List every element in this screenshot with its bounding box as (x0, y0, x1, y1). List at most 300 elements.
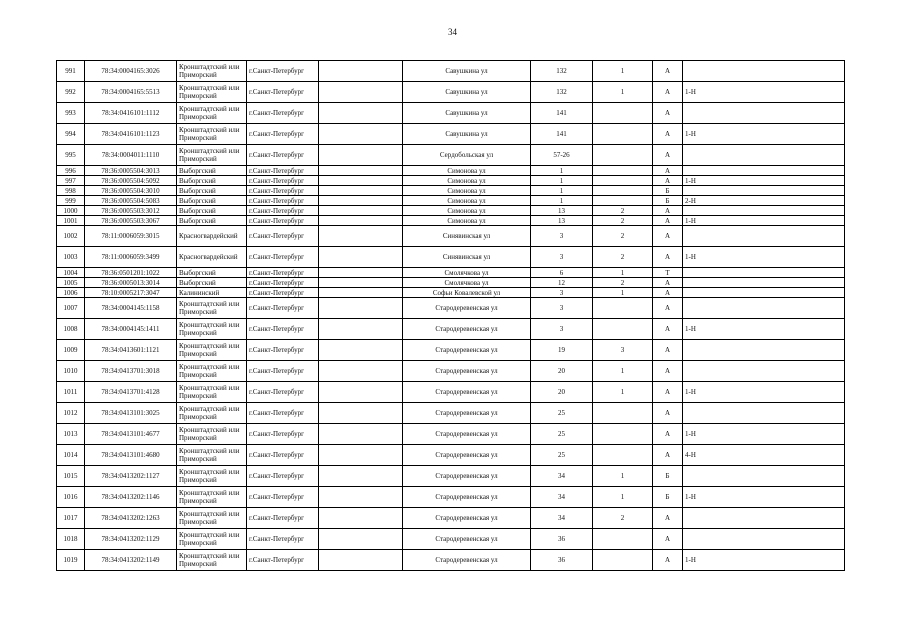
building-number: 1 (593, 382, 653, 403)
building-number: 1 (593, 82, 653, 103)
cadastral-number: 78:36:0005504:5092 (85, 176, 177, 186)
building-number: 1 (593, 361, 653, 382)
district-name: Выборгский (177, 196, 247, 206)
room-number (683, 529, 845, 550)
street-name: Стародеревенская ул (403, 382, 531, 403)
row-number: 1004 (57, 268, 85, 278)
cadastral-number: 78:34:0413202:1263 (85, 508, 177, 529)
cadastral-number: 78:34:0004165:3026 (85, 61, 177, 82)
street-name: Симонова ул (403, 196, 531, 206)
letter-value: А (653, 529, 683, 550)
row-number: 1006 (57, 288, 85, 298)
table-row (57, 278, 845, 288)
row-number: 1005 (57, 278, 85, 288)
cadastral-number: 78:10:0005217:3047 (85, 288, 177, 298)
city-name: г.Санкт-Петербург (247, 508, 319, 529)
street-name: Смолячкова ул (403, 268, 531, 278)
street-name: Савушкина ул (403, 103, 531, 124)
street-name: Стародеревенская ул (403, 403, 531, 424)
street-name: Софьи Ковалевской ул (403, 288, 531, 298)
letter-value: А (653, 340, 683, 361)
empty-cell (319, 487, 403, 508)
room-number (683, 466, 845, 487)
letter-value: А (653, 82, 683, 103)
street-name: Стародеревенская ул (403, 340, 531, 361)
district-name: Выборгский (177, 278, 247, 288)
house-number: 25 (531, 424, 593, 445)
building-number (593, 124, 653, 145)
building-number: 2 (593, 508, 653, 529)
cadastral-number: 78:34:0413101:4680 (85, 445, 177, 466)
property-registry-table (56, 60, 845, 571)
row-number: 1001 (57, 216, 85, 226)
city-name: г.Санкт-Петербург (247, 145, 319, 166)
row-number: 996 (57, 166, 85, 176)
cadastral-number: 78:34:0416101:1112 (85, 103, 177, 124)
table-row (57, 508, 845, 529)
district-name: Кронштадтский или Приморский (177, 550, 247, 571)
row-number: 994 (57, 124, 85, 145)
room-number: 1-Н (683, 487, 845, 508)
room-number (683, 278, 845, 288)
letter-value: А (653, 508, 683, 529)
house-number: 1 (531, 196, 593, 206)
district-name: Кронштадтский или Приморский (177, 61, 247, 82)
city-name: г.Санкт-Петербург (247, 206, 319, 216)
district-name: Выборгский (177, 176, 247, 186)
cadastral-number: 78:34:0416101:1123 (85, 124, 177, 145)
empty-cell (319, 186, 403, 196)
cadastral-number: 78:34:0413601:1121 (85, 340, 177, 361)
row-number: 991 (57, 61, 85, 82)
city-name: г.Санкт-Петербург (247, 550, 319, 571)
table-row (57, 487, 845, 508)
table-row (57, 382, 845, 403)
letter-value: А (653, 288, 683, 298)
building-number (593, 445, 653, 466)
table-row (57, 206, 845, 216)
letter-value: А (653, 424, 683, 445)
city-name: г.Санкт-Петербург (247, 278, 319, 288)
building-number: 2 (593, 206, 653, 216)
district-name: Кронштадтский или Приморский (177, 382, 247, 403)
city-name: г.Санкт-Петербург (247, 61, 319, 82)
district-name: Кронштадтский или Приморский (177, 145, 247, 166)
building-number (593, 529, 653, 550)
city-name: г.Санкт-Петербург (247, 445, 319, 466)
empty-cell (319, 166, 403, 176)
row-number: 999 (57, 196, 85, 206)
city-name: г.Санкт-Петербург (247, 487, 319, 508)
letter-value: А (653, 278, 683, 288)
table-row (57, 61, 845, 82)
building-number: 1 (593, 268, 653, 278)
letter-value: А (653, 216, 683, 226)
letter-value: А (653, 298, 683, 319)
empty-cell (319, 268, 403, 278)
street-name: Стародеревенская ул (403, 298, 531, 319)
table-row (57, 340, 845, 361)
building-number (593, 145, 653, 166)
letter-value: Б (653, 487, 683, 508)
street-name: Сердобольская ул (403, 145, 531, 166)
building-number: 2 (593, 216, 653, 226)
street-name: Стародеревенская ул (403, 508, 531, 529)
row-number: 1008 (57, 319, 85, 340)
cadastral-number: 78:11:0006059:3499 (85, 247, 177, 268)
room-number (683, 226, 845, 247)
district-name: Кронштадтский или Приморский (177, 508, 247, 529)
letter-value: Т (653, 268, 683, 278)
house-number: 3 (531, 226, 593, 247)
room-number: 1-Н (683, 176, 845, 186)
empty-cell (319, 382, 403, 403)
table-row (57, 361, 845, 382)
cadastral-number: 78:34:0413202:1146 (85, 487, 177, 508)
city-name: г.Санкт-Петербург (247, 403, 319, 424)
city-name: г.Санкт-Петербург (247, 298, 319, 319)
city-name: г.Санкт-Петербург (247, 103, 319, 124)
empty-cell (319, 216, 403, 226)
room-number: 1-Н (683, 247, 845, 268)
letter-value: А (653, 61, 683, 82)
street-name: Савушкина ул (403, 61, 531, 82)
letter-value: А (653, 124, 683, 145)
empty-cell (319, 61, 403, 82)
room-number (683, 403, 845, 424)
house-number: 25 (531, 445, 593, 466)
district-name: Кронштадтский или Приморский (177, 445, 247, 466)
cadastral-number: 78:36:0005504:3010 (85, 186, 177, 196)
room-number (683, 61, 845, 82)
table-row (57, 298, 845, 319)
district-name: Красногвардейский (177, 247, 247, 268)
building-number: 2 (593, 247, 653, 268)
street-name: Синявинская ул (403, 226, 531, 247)
empty-cell (319, 466, 403, 487)
building-number: 3 (593, 340, 653, 361)
city-name: г.Санкт-Петербург (247, 424, 319, 445)
row-number: 995 (57, 145, 85, 166)
letter-value: А (653, 145, 683, 166)
row-number: 993 (57, 103, 85, 124)
district-name: Кронштадтский или Приморский (177, 319, 247, 340)
cadastral-number: 78:34:0004145:1411 (85, 319, 177, 340)
house-number: 141 (531, 124, 593, 145)
letter-value: А (653, 103, 683, 124)
street-name: Синявинская ул (403, 247, 531, 268)
city-name: г.Санкт-Петербург (247, 361, 319, 382)
house-number: 36 (531, 529, 593, 550)
cadastral-number: 78:34:0413701:4128 (85, 382, 177, 403)
table-row (57, 445, 845, 466)
table-row (57, 196, 845, 206)
house-number: 132 (531, 61, 593, 82)
city-name: г.Санкт-Петербург (247, 247, 319, 268)
city-name: г.Санкт-Петербург (247, 82, 319, 103)
page-number: 34 (448, 27, 457, 37)
house-number: 34 (531, 487, 593, 508)
table-row (57, 288, 845, 298)
room-number: 4-Н (683, 445, 845, 466)
house-number: 12 (531, 278, 593, 288)
district-name: Кронштадтский или Приморский (177, 529, 247, 550)
empty-cell (319, 445, 403, 466)
table-row (57, 186, 845, 196)
city-name: г.Санкт-Петербург (247, 382, 319, 403)
row-number: 992 (57, 82, 85, 103)
street-name: Смолячкова ул (403, 278, 531, 288)
letter-value: А (653, 226, 683, 247)
cadastral-number: 78:11:0006059:3015 (85, 226, 177, 247)
street-name: Симонова ул (403, 206, 531, 216)
empty-cell (319, 124, 403, 145)
city-name: г.Санкт-Петербург (247, 176, 319, 186)
letter-value: Б (653, 196, 683, 206)
room-number (683, 298, 845, 319)
empty-cell (319, 278, 403, 288)
district-name: Кронштадтский или Приморский (177, 361, 247, 382)
empty-cell (319, 206, 403, 216)
cadastral-number: 78:36:0005503:3067 (85, 216, 177, 226)
district-name: Кронштадтский или Приморский (177, 466, 247, 487)
building-number: 1 (593, 487, 653, 508)
row-number: 1000 (57, 206, 85, 216)
row-number: 998 (57, 186, 85, 196)
room-number: 1-Н (683, 124, 845, 145)
building-number: 1 (593, 61, 653, 82)
table-row (57, 529, 845, 550)
city-name: г.Санкт-Петербург (247, 196, 319, 206)
empty-cell (319, 226, 403, 247)
table-row (57, 145, 845, 166)
empty-cell (319, 361, 403, 382)
letter-value: А (653, 247, 683, 268)
letter-value: А (653, 361, 683, 382)
building-number (593, 298, 653, 319)
cadastral-number: 78:36:0501201:1022 (85, 268, 177, 278)
empty-cell (319, 196, 403, 206)
cadastral-number: 78:34:0413202:1129 (85, 529, 177, 550)
house-number: 6 (531, 268, 593, 278)
empty-cell (319, 145, 403, 166)
street-name: Стародеревенская ул (403, 361, 531, 382)
empty-cell (319, 319, 403, 340)
street-name: Стародеревенская ул (403, 445, 531, 466)
room-number: 1-Н (683, 319, 845, 340)
room-number (683, 186, 845, 196)
house-number: 1 (531, 166, 593, 176)
letter-value: А (653, 550, 683, 571)
cadastral-number: 78:34:0004165:5513 (85, 82, 177, 103)
city-name: г.Санкт-Петербург (247, 186, 319, 196)
city-name: г.Санкт-Петербург (247, 268, 319, 278)
cadastral-number: 78:34:0413202:1127 (85, 466, 177, 487)
empty-cell (319, 340, 403, 361)
district-name: Выборгский (177, 206, 247, 216)
city-name: г.Санкт-Петербург (247, 466, 319, 487)
building-number (593, 403, 653, 424)
letter-value: Б (653, 186, 683, 196)
building-number: 1 (593, 466, 653, 487)
building-number (593, 103, 653, 124)
cadastral-number: 78:34:0413701:3018 (85, 361, 177, 382)
letter-value: А (653, 319, 683, 340)
letter-value: А (653, 382, 683, 403)
table-row (57, 82, 845, 103)
house-number: 3 (531, 288, 593, 298)
district-name: Кронштадтский или Приморский (177, 82, 247, 103)
table-row (57, 466, 845, 487)
city-name: г.Санкт-Петербург (247, 226, 319, 247)
row-number: 997 (57, 176, 85, 186)
building-number (593, 186, 653, 196)
house-number: 20 (531, 382, 593, 403)
street-name: Стародеревенская ул (403, 487, 531, 508)
house-number: 1 (531, 176, 593, 186)
registry-body (57, 61, 845, 571)
row-number: 1017 (57, 508, 85, 529)
district-name: Кронштадтский или Приморский (177, 403, 247, 424)
empty-cell (319, 529, 403, 550)
room-number: 1-Н (683, 550, 845, 571)
street-name: Симонова ул (403, 176, 531, 186)
row-number: 1009 (57, 340, 85, 361)
row-number: 1018 (57, 529, 85, 550)
building-number (593, 319, 653, 340)
city-name: г.Санкт-Петербург (247, 288, 319, 298)
room-number (683, 268, 845, 278)
house-number: 13 (531, 216, 593, 226)
cadastral-number: 78:34:0004145:1158 (85, 298, 177, 319)
letter-value: А (653, 176, 683, 186)
district-name: Кронштадтский или Приморский (177, 103, 247, 124)
district-name: Выборгский (177, 186, 247, 196)
building-number: 2 (593, 226, 653, 247)
empty-cell (319, 298, 403, 319)
room-number: 1-Н (683, 382, 845, 403)
room-number (683, 361, 845, 382)
house-number: 3 (531, 247, 593, 268)
street-name: Стародеревенская ул (403, 550, 531, 571)
city-name: г.Санкт-Петербург (247, 166, 319, 176)
row-number: 1011 (57, 382, 85, 403)
street-name: Симонова ул (403, 186, 531, 196)
room-number (683, 206, 845, 216)
house-number: 34 (531, 508, 593, 529)
table-row (57, 103, 845, 124)
district-name: Выборгский (177, 268, 247, 278)
room-number: 2-Н (683, 196, 845, 206)
cadastral-number: 78:36:0005013:3014 (85, 278, 177, 288)
table-row (57, 247, 845, 268)
empty-cell (319, 550, 403, 571)
street-name: Стародеревенская ул (403, 466, 531, 487)
district-name: Выборгский (177, 166, 247, 176)
district-name: Кронштадтский или Приморский (177, 424, 247, 445)
letter-value: А (653, 166, 683, 176)
letter-value: А (653, 445, 683, 466)
table-row (57, 226, 845, 247)
district-name: Кронштадтский или Приморский (177, 340, 247, 361)
house-number: 132 (531, 82, 593, 103)
building-number (593, 166, 653, 176)
building-number: 2 (593, 278, 653, 288)
table-row (57, 550, 845, 571)
room-number (683, 508, 845, 529)
row-number: 1016 (57, 487, 85, 508)
empty-cell (319, 103, 403, 124)
letter-value: Б (653, 466, 683, 487)
row-number: 1003 (57, 247, 85, 268)
house-number: 36 (531, 550, 593, 571)
house-number: 25 (531, 403, 593, 424)
row-number: 1014 (57, 445, 85, 466)
row-number: 1013 (57, 424, 85, 445)
city-name: г.Санкт-Петербург (247, 319, 319, 340)
street-name: Стародеревенская ул (403, 529, 531, 550)
room-number (683, 288, 845, 298)
table-row (57, 124, 845, 145)
district-name: Выборгский (177, 216, 247, 226)
district-name: Кронштадтский или Приморский (177, 298, 247, 319)
row-number: 1010 (57, 361, 85, 382)
letter-value: А (653, 403, 683, 424)
room-number: 1-Н (683, 82, 845, 103)
city-name: г.Санкт-Петербург (247, 124, 319, 145)
city-name: г.Санкт-Петербург (247, 529, 319, 550)
table-row (57, 319, 845, 340)
room-number: 1-Н (683, 424, 845, 445)
room-number: 1-Н (683, 216, 845, 226)
row-number: 1002 (57, 226, 85, 247)
building-number (593, 196, 653, 206)
empty-cell (319, 82, 403, 103)
cadastral-number: 78:36:0005504:5083 (85, 196, 177, 206)
empty-cell (319, 176, 403, 186)
house-number: 34 (531, 466, 593, 487)
building-number (593, 424, 653, 445)
empty-cell (319, 424, 403, 445)
cadastral-number: 78:34:0004011:1110 (85, 145, 177, 166)
table-row (57, 424, 845, 445)
house-number: 20 (531, 361, 593, 382)
room-number (683, 340, 845, 361)
street-name: Стародеревенская ул (403, 424, 531, 445)
table-row (57, 176, 845, 186)
table-row (57, 216, 845, 226)
city-name: г.Санкт-Петербург (247, 340, 319, 361)
building-number (593, 550, 653, 571)
district-name: Кронштадтский или Приморский (177, 124, 247, 145)
row-number: 1007 (57, 298, 85, 319)
street-name: Савушкина ул (403, 82, 531, 103)
district-name: Кронштадтский или Приморский (177, 487, 247, 508)
house-number: 1 (531, 186, 593, 196)
cadastral-number: 78:34:0413101:4677 (85, 424, 177, 445)
row-number: 1019 (57, 550, 85, 571)
house-number: 141 (531, 103, 593, 124)
house-number: 3 (531, 319, 593, 340)
house-number: 19 (531, 340, 593, 361)
room-number (683, 145, 845, 166)
house-number: 3 (531, 298, 593, 319)
city-name: г.Санкт-Петербург (247, 216, 319, 226)
table-row (57, 166, 845, 176)
empty-cell (319, 508, 403, 529)
street-name: Симонова ул (403, 216, 531, 226)
row-number: 1012 (57, 403, 85, 424)
